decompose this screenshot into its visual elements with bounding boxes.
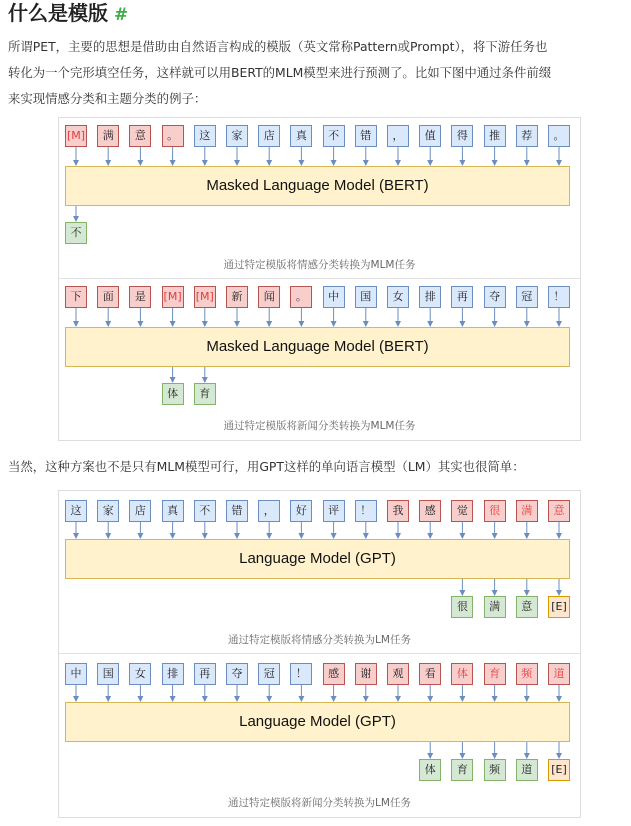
language-model-box: Masked Language Model (BERT): [65, 327, 570, 367]
language-model-box: Language Model (GPT): [65, 702, 570, 742]
input-token: 错: [226, 500, 248, 522]
figure-bert-sentiment: [59, 118, 580, 278]
output-token: 育: [194, 383, 216, 405]
input-token: [M]: [162, 286, 184, 308]
input-token: 意: [129, 125, 151, 147]
intro-line: 所谓PET，主要的思想是借助由自然语言构成的模版（英文常称Pattern或Prompt），将下游任务也: [8, 39, 548, 54]
input-token: 满: [516, 500, 538, 522]
input-token: 面: [97, 286, 119, 308]
figure-caption: 通过特定模版将情感分类转换为LM任务: [228, 634, 411, 646]
input-token: 觉: [451, 500, 473, 522]
input-token: 。: [548, 125, 570, 147]
input-token: 店: [129, 500, 151, 522]
page-title: [8, 0, 128, 28]
input-token: 好: [290, 500, 312, 522]
output-token: 道: [516, 759, 538, 781]
input-token: 不: [194, 500, 216, 522]
figure-bert-news: [59, 279, 580, 439]
input-token: 这: [194, 125, 216, 147]
input-token: 家: [226, 125, 248, 147]
input-token: [M]: [194, 286, 216, 308]
input-token: 女: [129, 663, 151, 685]
input-token: 荐: [516, 125, 538, 147]
input-token: 错: [355, 125, 377, 147]
input-token: 夺: [484, 286, 506, 308]
input-token: 国: [355, 286, 377, 308]
output-token: 育: [451, 759, 473, 781]
input-token: 值: [419, 125, 441, 147]
output-token: 很: [451, 596, 473, 618]
input-token: 不: [323, 125, 345, 147]
input-token: 频: [516, 663, 538, 685]
input-token: 评: [323, 500, 345, 522]
output-token: 满: [484, 596, 506, 618]
input-token: 我: [387, 500, 409, 522]
input-token: 真: [290, 125, 312, 147]
input-token: 这: [65, 500, 87, 522]
page-title-text: 什么是模版: [8, 1, 108, 25]
input-token: 谢: [355, 663, 377, 685]
figure-bert-box: [58, 117, 581, 441]
input-token: [M]: [65, 125, 87, 147]
input-token: 推: [484, 125, 506, 147]
input-token: 道: [548, 663, 570, 685]
intro-line: 转化为一个完形填空任务，这样就可以用BERT的MLM模型来进行预测了。比如下图中通过条件前缀: [8, 65, 552, 80]
input-token: 店: [258, 125, 280, 147]
input-token: 很: [484, 500, 506, 522]
input-token: 中: [323, 286, 345, 308]
input-token: 再: [451, 286, 473, 308]
input-token: 真: [162, 500, 184, 522]
middle-line: 当然，这种方案也不是只有MLM模型可行，用GPT这样的单向语言模型（LM）其实也很简单：: [8, 459, 525, 474]
input-token: 看: [419, 663, 441, 685]
input-token: 育: [484, 663, 506, 685]
output-token: 意: [516, 596, 538, 618]
middle-paragraph: [8, 454, 525, 480]
input-token: 满: [97, 125, 119, 147]
output-token: [E]: [548, 759, 570, 781]
input-token: 冠: [258, 663, 280, 685]
language-model-box: Masked Language Model (BERT): [65, 166, 570, 206]
intro-line: 来实现情感分类和主题分类的例子：: [8, 91, 207, 106]
output-token: 不: [65, 222, 87, 244]
input-token: 意: [548, 500, 570, 522]
input-token: 观: [387, 663, 409, 685]
input-token: 。: [290, 286, 312, 308]
figure-caption: 通过特定模版将情感分类转换为MLM任务: [223, 259, 416, 271]
input-token: ！: [290, 663, 312, 685]
figure-gpt-sentiment: [59, 491, 580, 653]
input-token: 得: [451, 125, 473, 147]
input-token: 夺: [226, 663, 248, 685]
anchor-link[interactable]: #: [114, 5, 129, 25]
input-token: 排: [162, 663, 184, 685]
input-token: 国: [97, 663, 119, 685]
output-token: 体: [162, 383, 184, 405]
output-token: 频: [484, 759, 506, 781]
input-token: 是: [129, 286, 151, 308]
input-token: 新: [226, 286, 248, 308]
input-token: 女: [387, 286, 409, 308]
input-token: ！: [548, 286, 570, 308]
figure-caption: 通过特定模版将新闻分类转换为LM任务: [228, 797, 411, 809]
input-token: 感: [419, 500, 441, 522]
output-token: [E]: [548, 596, 570, 618]
input-token: 闻: [258, 286, 280, 308]
input-token: 中: [65, 663, 87, 685]
input-token: ！: [355, 500, 377, 522]
language-model-box: Language Model (GPT): [65, 539, 570, 579]
input-token: 冠: [516, 286, 538, 308]
figure-gpt-news: [59, 654, 580, 816]
input-token: ，: [258, 500, 280, 522]
input-token: 感: [323, 663, 345, 685]
input-token: 排: [419, 286, 441, 308]
input-token: 再: [194, 663, 216, 685]
figure-gpt-box: [58, 490, 581, 818]
intro-paragraph: [8, 34, 551, 112]
output-token: 体: [419, 759, 441, 781]
input-token: 。: [162, 125, 184, 147]
figure-caption: 通过特定模版将新闻分类转换为MLM任务: [223, 420, 416, 432]
input-token: 体: [451, 663, 473, 685]
input-token: 家: [97, 500, 119, 522]
input-token: ，: [387, 125, 409, 147]
input-token: 下: [65, 286, 87, 308]
